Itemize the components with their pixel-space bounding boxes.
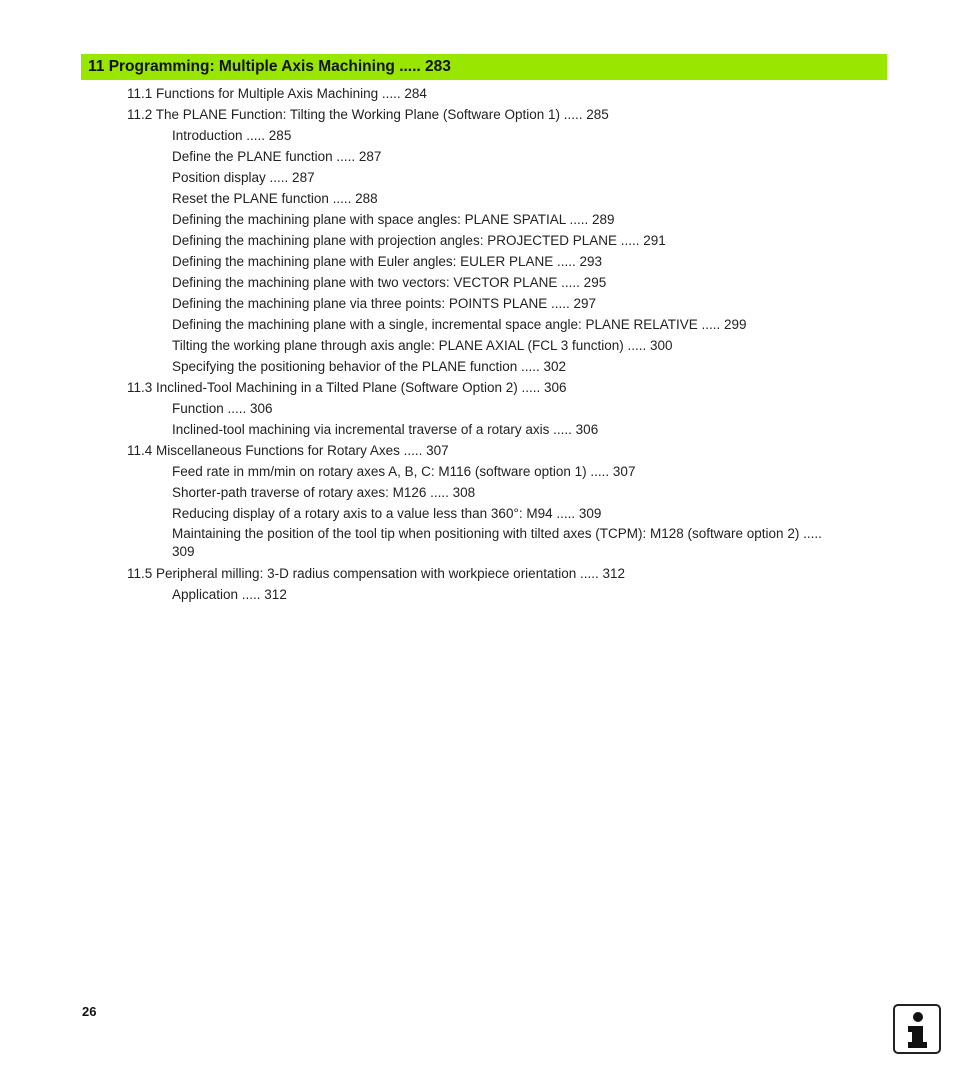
page-number: 26 [82,1004,97,1019]
toc-entry: Define the PLANE function ..... 287 [172,149,382,164]
chapter-heading-bar [81,54,887,80]
toc-entry: Application ..... 312 [172,587,287,602]
toc-entry: Defining the machining plane via three points: POINTS PLANE ..... 297 [172,296,596,311]
toc-entry: Introduction ..... 285 [172,128,292,143]
toc-entry: Reducing display of a rotary axis to a value less than 360°: M94 ..... 309 [172,506,602,521]
toc-entry: Defining the machining plane with space angles: PLANE SPATIAL ..... 289 [172,212,615,227]
toc-entry: Feed rate in mm/min on rotary axes A, B, C: M116 (software option 1) ..... 307 [172,464,636,479]
toc-entry: Defining the machining plane with projection angles: PROJECTED PLANE ..... 291 [172,233,666,248]
toc-entry: Defining the machining plane with Euler angles: EULER PLANE ..... 293 [172,254,602,269]
toc-entry: Specifying the positioning behavior of the PLANE function ..... 302 [172,359,566,374]
toc-section-11-4: 11.4 Miscellaneous Functions for Rotary Axes ..... 307 [127,443,449,458]
info-icon [893,1004,941,1054]
toc-entry: Defining the machining plane with two vectors: VECTOR PLANE ..... 295 [172,275,607,290]
toc-section-11-3: 11.3 Inclined-Tool Machining in a Tilted Plane (Software Option 2) ..... 306 [127,380,567,395]
toc-entry: Function ..... 306 [172,401,273,416]
toc-entry: Shorter-path traverse of rotary axes: M126 ..... 308 [172,485,476,500]
toc-entry: Maintaining the position of the tool tip when positioning with tilted axes (TCPM): M128 (software option 2) ..... 309 [172,526,822,559]
toc-section-11-2: 11.2 The PLANE Function: Tilting the Working Plane (Software Option 1) ..... 285 [127,107,609,122]
table-of-contents [0,83,954,605]
toc-entry: Inclined-tool machining via incremental traverse of a rotary axis ..... 306 [172,422,599,437]
toc-entry: Reset the PLANE function ..... 288 [172,191,378,206]
toc-section-11-5: 11.5 Peripheral milling: 3-D radius compensation with workpiece orientation ..... 312 [127,566,626,581]
chapter-title: 11 Programming: Multiple Axis Machining ..... 283 [88,58,451,75]
toc-entry: Tilting the working plane through axis angle: PLANE AXIAL (FCL 3 function) ..... 300 [172,338,673,353]
toc-entry: Defining the machining plane with a single, incremental space angle: PLANE RELATIVE ..... 299 [172,317,747,332]
toc-entry: Position display ..... 287 [172,170,315,185]
toc-section-11-1: 11.1 Functions for Multiple Axis Machining ..... 284 [127,86,427,101]
